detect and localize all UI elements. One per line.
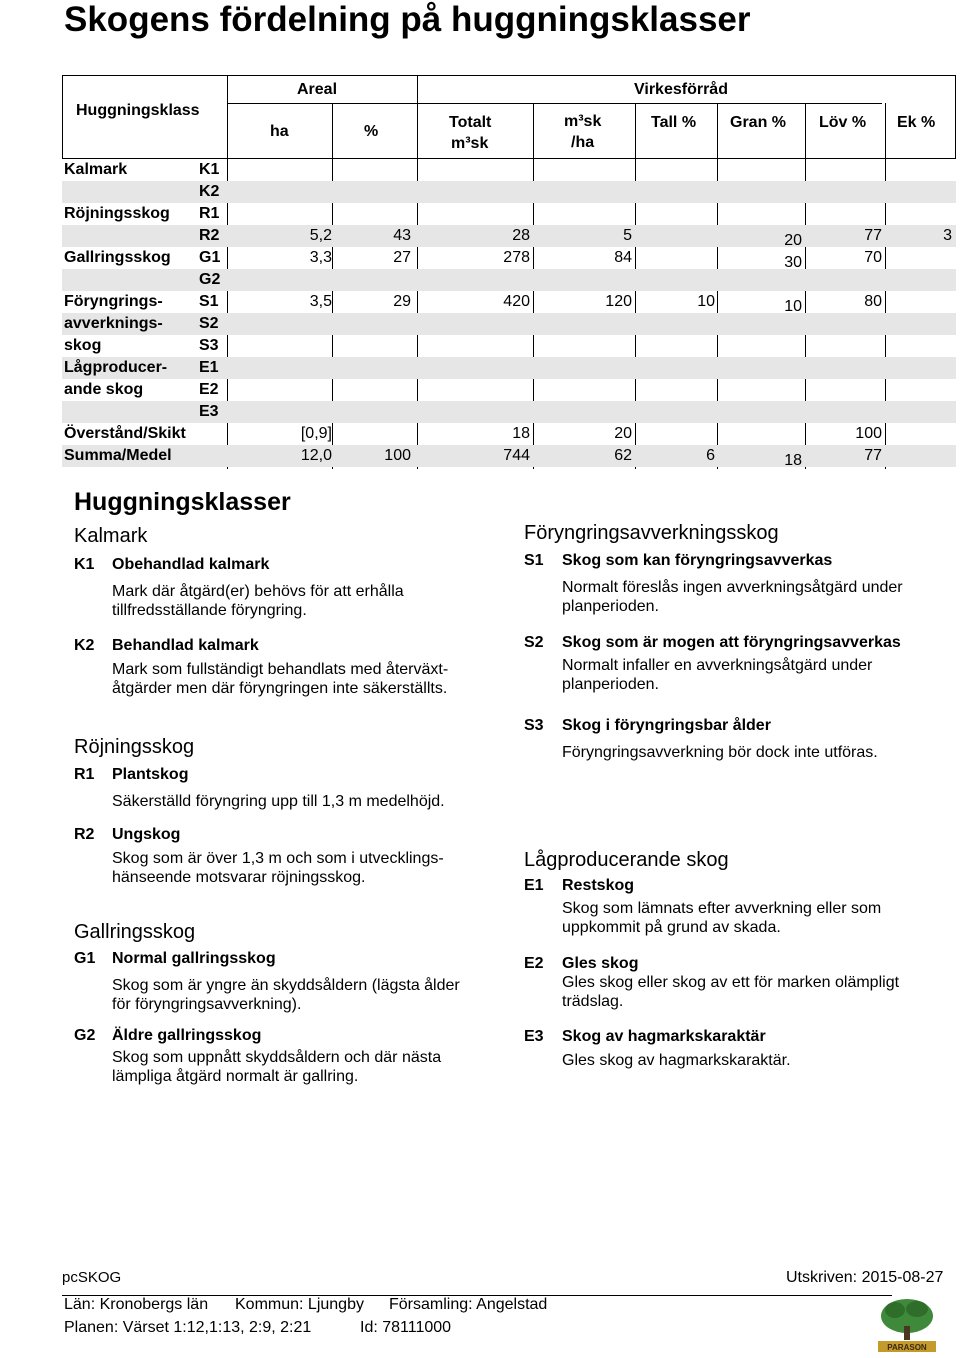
class-name: Skog i föryngringsbar ålder <box>562 717 771 734</box>
class-description: planperioden. <box>562 598 659 615</box>
table-rule <box>227 103 882 104</box>
row-code: K2 <box>199 183 220 200</box>
class-code: K2 <box>74 637 95 654</box>
table-row-band <box>62 313 956 335</box>
class-code: R1 <box>74 766 95 783</box>
cell-ha: [0,9] <box>300 425 332 442</box>
section-title: Lågproducerande skog <box>524 849 729 871</box>
class-name: Skog som kan föryngringsavverkas <box>562 552 833 569</box>
class-description: Mark där åtgärd(er) behövs för att erhålla <box>112 583 404 600</box>
class-description: Säkerställd föryngring upp till 1,3 m medelhöjd. <box>112 793 445 810</box>
header-gran: Gran % <box>730 114 787 131</box>
row-label: Gallringsskog <box>64 249 171 266</box>
row-label: avverknings- <box>64 315 163 332</box>
row-code: G1 <box>199 249 221 266</box>
row-code: S2 <box>199 315 219 332</box>
cell-lov: 80 <box>864 293 882 310</box>
footer-forsamling: Församling: Angelstad <box>389 1296 548 1313</box>
cell-lov: 100 <box>855 425 882 442</box>
class-description: uppkommit på grund av skada. <box>562 919 781 936</box>
header-lov: Löv % <box>819 114 867 131</box>
cell-perha: 62 <box>614 447 632 464</box>
header-m3sk: m³sk <box>564 113 602 130</box>
row-label: Föryngrings- <box>64 293 163 310</box>
table-row-band <box>62 357 956 379</box>
class-code: R2 <box>74 826 95 843</box>
section-title: Röjningsskog <box>74 736 195 758</box>
class-description: trädslag. <box>562 993 624 1010</box>
class-description: Skog som lämnats efter avverkning eller som <box>562 900 882 917</box>
class-code: E2 <box>524 955 544 972</box>
footer-app-name: pcSKOG <box>62 1269 122 1286</box>
cell-tall: 10 <box>697 293 715 310</box>
class-description: åtgärder men där föryngringen inte säkerställts. <box>112 680 448 697</box>
row-label: Röjningsskog <box>64 205 170 222</box>
header-ek: Ek % <box>897 114 936 131</box>
class-description: för föryngringsavverkning). <box>112 996 302 1013</box>
row-code: E1 <box>199 359 219 376</box>
table-row-band <box>62 269 956 291</box>
header-pct: % <box>364 123 379 140</box>
cell-lov: 77 <box>864 447 882 464</box>
parason-logo-text: PARASON <box>887 1343 927 1352</box>
cell-tot: 744 <box>503 447 530 464</box>
row-code: E2 <box>199 381 219 398</box>
header-tall: Tall % <box>651 114 697 131</box>
row-code: R1 <box>199 205 220 222</box>
class-name: Obehandlad kalmark <box>112 556 270 573</box>
cell-lov: 77 <box>864 227 882 244</box>
class-code: G1 <box>74 950 96 967</box>
class-name: Behandlad kalmark <box>112 637 259 654</box>
table-row-band <box>62 181 956 203</box>
class-description: Skog som uppnått skyddsåldern och där nästa <box>112 1049 442 1066</box>
cell-ha: 3,5 <box>309 293 332 310</box>
cell-gran: 30 <box>784 254 802 271</box>
row-label: Överstånd/Skikt <box>64 425 186 442</box>
class-code: S1 <box>524 552 544 569</box>
class-name: Ungskog <box>112 826 181 843</box>
table-row-band <box>62 401 956 423</box>
header-huggningsklass: Huggningsklass <box>76 102 200 119</box>
row-label: Kalmark <box>64 161 128 178</box>
cell-ha: 12,0 <box>300 447 332 464</box>
class-description: tillfredsställande föryngring. <box>112 602 307 619</box>
cell-tot: 420 <box>503 293 530 310</box>
header-ha: ha <box>270 123 289 140</box>
section-title: Gallringsskog <box>74 921 196 943</box>
class-description: Normalt infaller en avverkningsåtgärd under <box>562 657 873 674</box>
class-name: Restskog <box>562 877 635 894</box>
cell-perha: 84 <box>614 249 632 266</box>
cell-gran: 10 <box>784 298 802 315</box>
row-code: G2 <box>199 271 221 288</box>
class-description: Gles skog av hagmarkskaraktär. <box>562 1052 791 1069</box>
class-name: Normal gallringsskog <box>112 950 276 967</box>
header-totalt: Totalt <box>449 114 492 131</box>
class-description: Skog som är yngre än skyddsåldern (lägsta ålder <box>112 977 460 994</box>
footer-lan: Län: Kronobergs län <box>64 1296 209 1313</box>
page-title: Skogens fördelning på huggningsklasser <box>64 0 751 39</box>
table-rule <box>62 158 956 159</box>
cell-pct: 29 <box>393 293 411 310</box>
class-description: planperioden. <box>562 676 659 693</box>
class-name: Skog som är mogen att föryngringsavverkas <box>562 634 901 651</box>
row-label: skog <box>64 337 102 354</box>
footer-id: Id: 78111000 <box>360 1319 452 1336</box>
class-description: hänseende motsvarar röjningsskog. <box>112 869 366 886</box>
header-virkesforrad: Virkesförråd <box>634 81 728 98</box>
cell-ha: 5,2 <box>309 227 332 244</box>
row-label: Summa/Medel <box>64 447 172 464</box>
class-code: G2 <box>74 1027 96 1044</box>
cell-gran: 18 <box>784 452 802 469</box>
row-code: S3 <box>199 337 219 354</box>
row-code: K1 <box>199 161 220 178</box>
table-rule <box>62 75 63 159</box>
class-description: lämpliga åtgärd normalt är gallring. <box>112 1068 359 1085</box>
class-description: Mark som fullständigt behandlats med återväxt- <box>112 661 449 678</box>
footer-printed-date: Utskriven: 2015-08-27 <box>786 1269 944 1286</box>
row-label: Lågproducer- <box>64 359 168 376</box>
cell-pct: 43 <box>393 227 411 244</box>
row-code: R2 <box>199 227 220 244</box>
table-rule <box>955 75 956 159</box>
row-code: E3 <box>199 403 219 420</box>
row-code: S1 <box>199 293 219 310</box>
cell-tot: 18 <box>512 425 530 442</box>
class-name: Plantskog <box>112 766 189 783</box>
class-description: Normalt föreslås ingen avverkningsåtgärd under <box>562 579 903 596</box>
cell-pct: 100 <box>384 447 411 464</box>
header-totalt-unit: m³sk <box>451 135 489 152</box>
cell-tot: 278 <box>503 249 530 266</box>
huggningsklasser-title: Huggningsklasser <box>74 488 291 516</box>
cell-tot: 28 <box>512 227 530 244</box>
footer-kommun: Kommun: Ljungby <box>235 1296 364 1313</box>
parason-logo <box>876 1296 938 1354</box>
header-areal: Areal <box>297 81 338 98</box>
cell-pct: 27 <box>393 249 411 266</box>
class-code: S3 <box>524 717 544 734</box>
class-code: S2 <box>524 634 544 651</box>
table-rule <box>62 75 956 76</box>
huggningsklass-table <box>62 75 956 469</box>
section-title: Kalmark <box>74 525 148 547</box>
class-code: K1 <box>74 556 95 573</box>
class-description: Föryngringsavverkning bör dock inte utföras. <box>562 744 878 761</box>
cell-perha: 120 <box>605 293 632 310</box>
cell-tall: 6 <box>706 447 715 464</box>
class-name: Gles skog <box>562 955 639 972</box>
cell-ha: 3,3 <box>309 249 332 266</box>
class-name: Skog av hagmarkskaraktär <box>562 1028 766 1045</box>
row-label: ande skog <box>64 381 144 398</box>
class-description: Skog som är över 1,3 m och som i utvecklings- <box>112 850 444 867</box>
section-title: Föryngringsavverkningsskog <box>524 522 779 544</box>
cell-lov: 70 <box>864 249 882 266</box>
class-code: E3 <box>524 1028 544 1045</box>
cell-gran: 20 <box>784 232 802 249</box>
class-name: Äldre gallringsskog <box>112 1027 262 1044</box>
cell-perha: 5 <box>623 227 632 244</box>
class-code: E1 <box>524 877 544 894</box>
header-per-ha: /ha <box>571 134 595 151</box>
cell-perha: 20 <box>614 425 632 442</box>
cell-ek: 3 <box>943 227 952 244</box>
class-description: Gles skog eller skog av ett för marken olämpligt <box>562 974 900 991</box>
footer-planen: Planen: Värset 1:12,1:13, 2:9, 2:21 <box>64 1319 312 1336</box>
